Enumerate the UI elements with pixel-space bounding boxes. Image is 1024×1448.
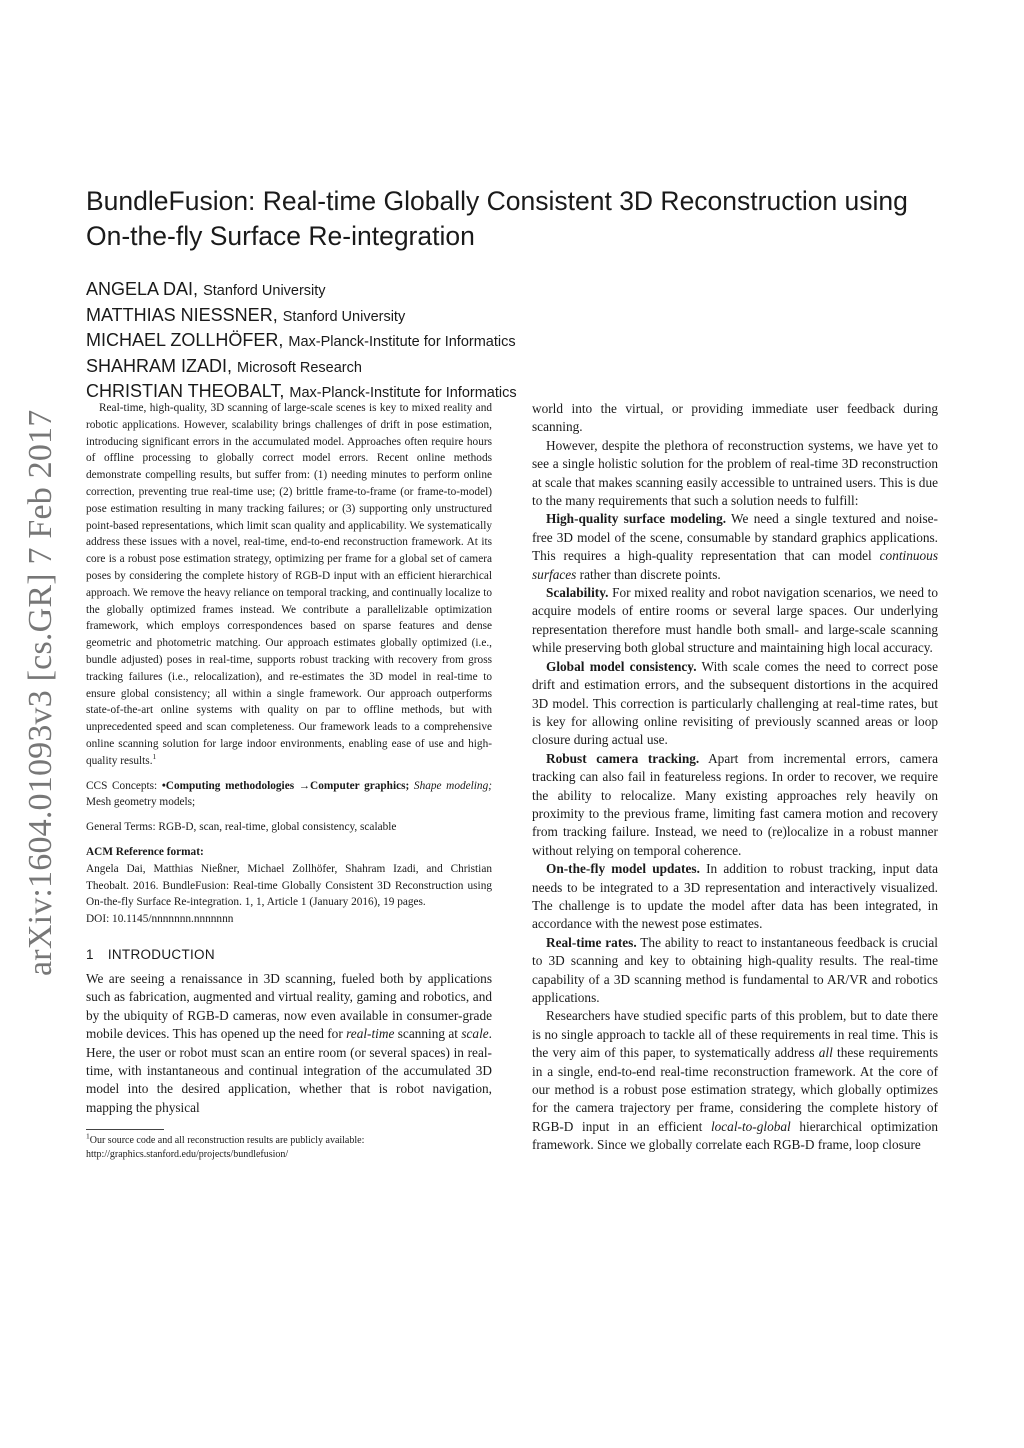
footnote-marker: 1 (152, 751, 157, 761)
intro-paragraph: However, despite the plethora of reconstruction systems, we have yet to see a single holistic solution for the problem of real-time 3D reconstruction at scale that makes scanning easily accessible to untrained users. This is due to the many requirements that such a solution needs to fulfill: (532, 437, 938, 509)
requirement-paragraph (532, 750, 938, 860)
requirement-heading: Real-time rates. (546, 934, 637, 950)
author-name: MICHAEL ZOLLHÖFER, (86, 330, 284, 350)
requirement-paragraph (532, 658, 938, 750)
author-name: CHRISTIAN THEOBALT, (86, 381, 285, 401)
title-line-1: BundleFusion: Real-time Globally Consistent 3D Reconstruction using (86, 186, 908, 216)
author-affiliation: Stanford University (203, 283, 326, 299)
intro-paragraph (86, 970, 492, 1117)
arxiv-stamp: arXiv:1604.01093v3 [cs.GR] 7 Feb 2017 (22, 409, 59, 977)
author-name: ANGELA DAI, (86, 279, 199, 299)
author-affiliation: Max-Planck-Institute for Informatics (289, 385, 517, 401)
author-affiliation: Max-Planck-Institute for Informatics (288, 334, 516, 350)
footnote-url[interactable]: http://graphics.stanford.edu/projects/bundlefusion/ (86, 1148, 289, 1160)
requirement-heading: High-quality surface modeling. (546, 511, 727, 527)
abstract-text: Real-time, high-quality, 3D scanning of large-scale scenes is key to mixed reality and robotic applications. However, scalability brings challenges of drift in pose estimation, introducing significant errors in the accumulated model. Approaches often require hours of offline processing to globally correct model errors. Recent online methods demonstrate compelling results, but suffer from: (1) needing minutes to perform online correction, preventing true real-time use; (2) brittle frame-to-frame (or frame-to-model) pose estimation resulting in many tracking failures; or (3) supporting only unstructured point-based representations, which limit scan quality and applicability. We systematically address these issues with a novel, real-time, end-to-end reconstruction framework. At its core is a robust pose estimation strategy, optimizing per frame for a global set of camera poses by considering the complete history of RGB-D input with an efficient hierarchical approach. We remove the heavy reliance on temporal tracking, and continually localize to the globally optimized frames instead. We contribute a parallelizable optimization framework, which employs correspondences based on sparse features and dense geometric and photometric matching. Our approach estimates globally optimized (i.e., bundle adjusted) poses in real-time, supports robust tracking with recovery from gross tracking failures (i.e., relocalization), and re-estimates the 3D model in real-time to ensure global consistency; all within a single framework. Our approach outperforms state-of-the-art online systems with quality on par to offline methods, but with unprecedented speed and scan completeness. Our framework leads to a comprehensive online scanning solution for large indoor environments, enabling ease of use and high-quality results. (86, 402, 492, 767)
title-line-2: On-the-fly Surface Re-integration (86, 221, 475, 251)
intro-text: hierarchical optimization framework. Since we globally correlate each RGB-D frame, loop closure (532, 1118, 938, 1153)
requirement-text: Apart from incremental errors, camera tracking can also fail in featureless regions. In order to recover, we require the ability to relocalize. Many existing approaches rely heavily on proximity to the previous frame, limiting fast camera motion and recovery from tracking failure. Instead, we need to (re)localize in a robust manner without relying on temporal coherence. (532, 750, 938, 858)
intro-text: Researchers have studied specific parts of this problem, but to date there is no single approach to tackle all of these requirements in real time. This is the very aim of this paper, to systematically address (532, 1008, 938, 1061)
requirement-paragraph (532, 934, 938, 1008)
requirement-paragraph (532, 584, 938, 658)
footnote (86, 1131, 492, 1161)
footnote-number: 1 (86, 1131, 90, 1141)
ccs-bold: •Computing methodologies →Computer graphics; (161, 779, 410, 792)
ccs-concepts (86, 778, 492, 812)
author-list (86, 278, 786, 406)
author-name: MATTHIAS NIESSNER, (86, 304, 278, 325)
author-name: SHAHRAM IZADI, (86, 355, 233, 376)
ccs-rest: Mesh geometry models; (86, 796, 196, 809)
requirement-heading: Robust camera tracking. (546, 750, 700, 766)
author-3 (86, 329, 786, 355)
paper-title (86, 184, 946, 254)
section-title: INTRODUCTION (107, 946, 215, 962)
requirement-text: In addition to robust tracking, input data needs to be integrated to a 3D representation and interactively visualized. The challenge is to update the model after data has been integrated, in accordance with the newest pose estimates. (532, 861, 938, 932)
ccs-italic: Shape modeling; (413, 779, 492, 792)
intro-text: We are seeing a renaissance in 3D scanning, fueled both by applications such as fabrication, augmented and virtual reality, gaming and robotics, and by the ubiquity of RGB-D cameras, now even available in consumer-grade mobile devices. This has opened up the need for (86, 970, 492, 1042)
requirement-text: The ability to react to instantaneous feedback is crucial to 3D scanning and key to obtaining high-quality results. The real-time capability of a 3D scanning method is fundamental to AR/VR and robotics applications. (532, 934, 938, 1005)
abstract (86, 400, 492, 770)
author-1 (86, 278, 786, 304)
section-heading (86, 947, 492, 962)
intro-emphasis: real-time (346, 1026, 395, 1042)
right-column (532, 400, 938, 1155)
intro-emphasis: all (818, 1045, 833, 1061)
requirement-text: For mixed reality and robot navigation scenarios, we need to acquire models of entire rooms or several large spaces. Our underlying representation therefore must handle both small- and large-scale scanning while preserving both global structure and maintaining high local accuracy. (532, 585, 938, 656)
footnote-divider (86, 1129, 164, 1130)
general-terms: General Terms: RGB-D, scan, real-time, global consistency, scalable (86, 821, 397, 834)
requirement-heading: On-the-fly model updates. (546, 861, 700, 877)
acm-reference-head: ACM Reference format: (86, 845, 204, 858)
intro-paragraph (532, 1007, 938, 1154)
ccs-label: CCS Concepts: (86, 779, 162, 792)
intro-emphasis: local-to-global (710, 1118, 791, 1134)
requirement-text: With scale comes the need to correct pose drift and estimation errors, and the subsequent distortions in the acquired 3D model. This correction is particularly challenging at real-time rates, but is key for allowing online revisiting of previously scanned areas or loop closure during actual use. (532, 658, 938, 748)
left-column (86, 400, 492, 1161)
requirement-paragraph (532, 860, 938, 934)
acm-reference (86, 844, 492, 928)
requirement-text: We need a single textured and noise-free 3D model of the scene, consumable by standard graphics applications. This requires a high-quality representation that can model (532, 511, 938, 564)
footnote-line-1: Our source code and all reconstruction results are publicly available: (89, 1135, 365, 1147)
author-2 (86, 304, 786, 330)
intro-emphasis: scale (461, 1026, 489, 1042)
intro-text: . Here, the user or robot must scan an entire room (or several spaces) in real-time, with instantaneous and continual integration of the accumulated 3D model into the desired application, whether that is robot navigation, mapping the physical (86, 1026, 492, 1115)
author-affiliation: Microsoft Research (237, 359, 362, 376)
intro-continuation: world into the virtual, or providing immediate user feedback during scanning. (532, 401, 938, 435)
author-4 (86, 355, 786, 381)
intro-text: scanning at (394, 1026, 462, 1042)
section-number: 1 (86, 946, 94, 962)
acm-reference-text: Angela Dai, Matthias Nießner, Michael Zollhöfer, Shahram Izadi, and Christian Theobalt. 2016. BundleFusion: Real-time Globally Consistent 3D Reconstruction using On-the-fly Surface Re-integration. 1, 1, Article 1 (January 2016), 19 pages. (86, 862, 492, 909)
requirement-heading: Global model consistency. (546, 658, 697, 674)
intro-text: these requirements in a single, end-to-end real-time reconstruction framework. At the core of our method is a robust pose estimation strategy, which globally optimizes for the camera trajectory per frame, considering the complete history of RGB-D input in an efficient (532, 1045, 939, 1134)
requirement-text: rather than discrete points. (576, 566, 721, 582)
requirement-paragraph (532, 510, 938, 584)
requirement-heading: Scalability. (546, 585, 609, 601)
author-affiliation: Stanford University (282, 308, 406, 325)
doi: DOI: 10.1145/nnnnnnn.nnnnnnn (86, 913, 234, 926)
requirement-emphasis: continuous surfaces (532, 548, 938, 582)
